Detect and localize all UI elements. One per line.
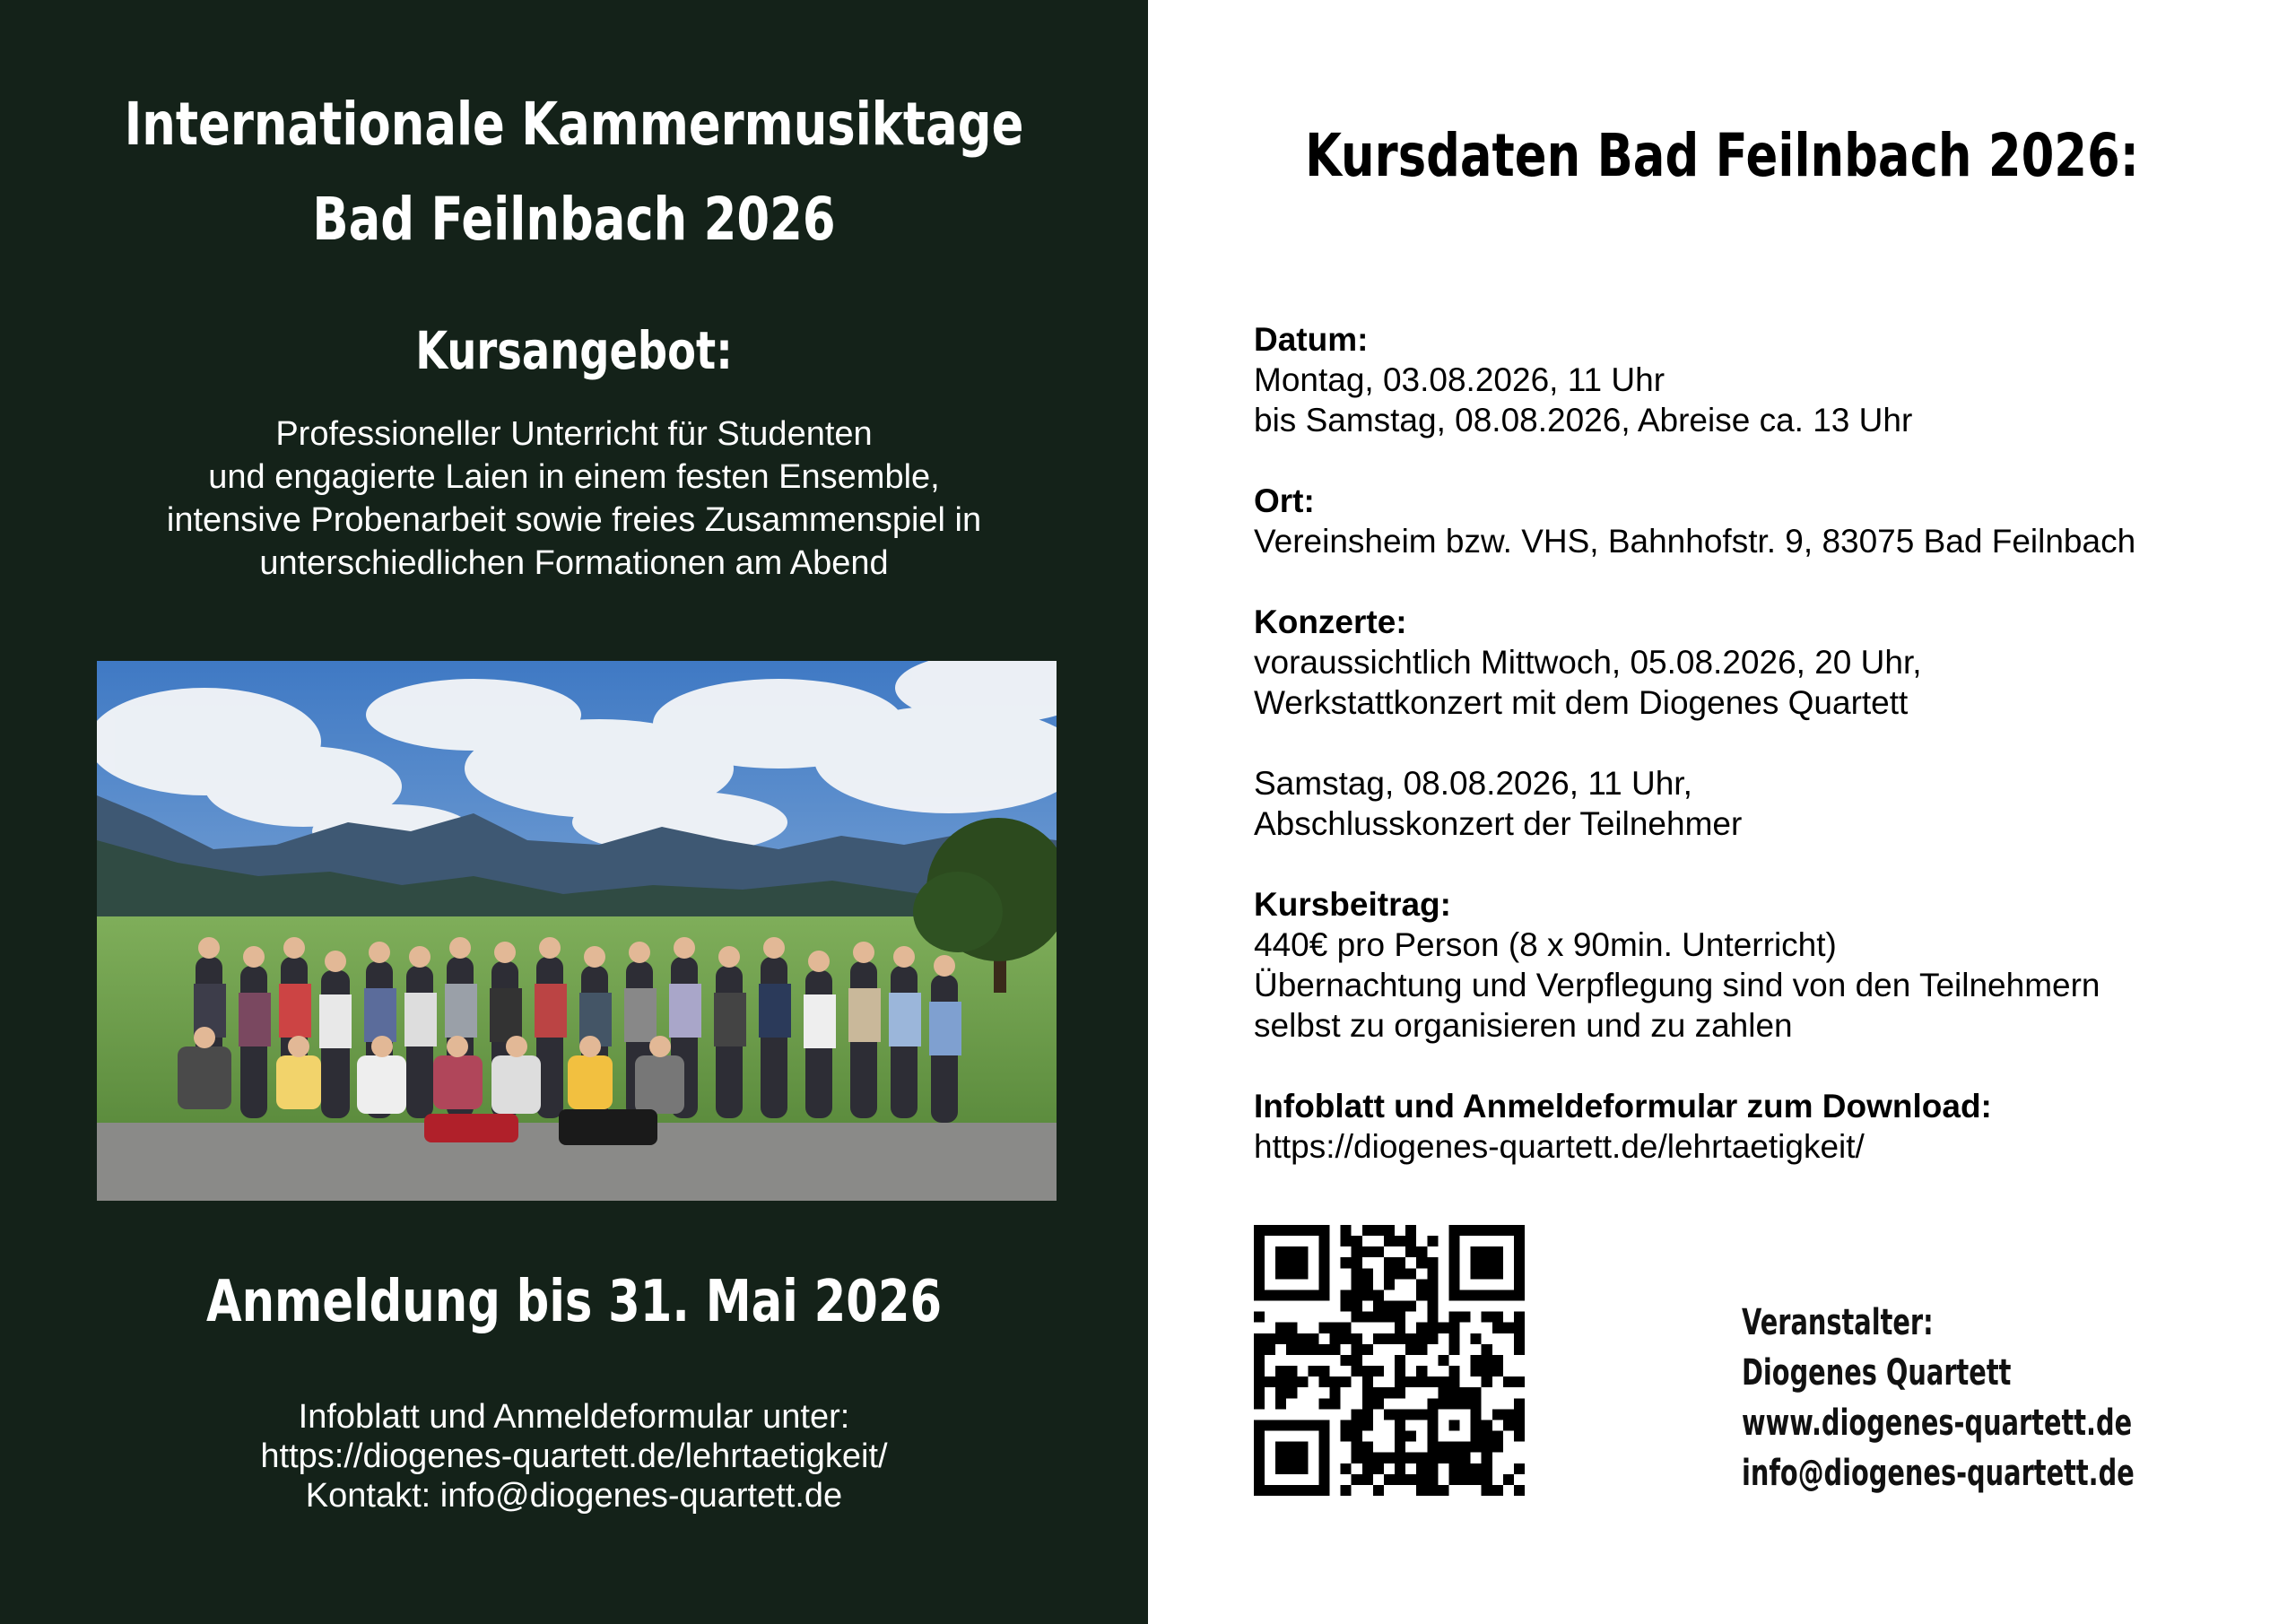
concerts-label: Konzerte: [1254, 604, 1407, 640]
offer-line: unterschiedlichen Formationen am Abend [259, 544, 889, 582]
main-title-line-2: Bad Feilnbach 2026 [312, 185, 836, 254]
organizer-label: Veranstalter: [1742, 1302, 1934, 1343]
date-line: Montag, 03.08.2026, 11 Uhr [1254, 361, 1665, 398]
organizer-name: Diogenes Quartett [1742, 1352, 2012, 1394]
fee-label: Kursbeitrag: [1254, 886, 1451, 923]
offer-line: und engagierte Laien in einem festen Ensemble, [208, 458, 940, 496]
organizer-email[interactable]: info@diogenes-quartett.de [1742, 1453, 2135, 1494]
organizer-website[interactable]: www.diogenes-quartett.de [1742, 1403, 2133, 1444]
date-label: Datum: [1254, 321, 1369, 358]
offer-description [0, 413, 1148, 585]
contact-email[interactable]: Kontakt: info@diogenes-quartett.de [305, 1477, 843, 1515]
offer-heading: Kursangebot: [415, 320, 733, 381]
info-link[interactable]: https://diogenes-quartett.de/lehrtaetigkeit/ [260, 1437, 888, 1475]
concert-line: Werkstattkonzert mit dem Diogenes Quartett [1254, 684, 1909, 721]
location-label: Ort: [1254, 482, 1315, 519]
concert-line: Samstag, 08.08.2026, 11 Uhr, [1254, 765, 1692, 802]
info-contact [0, 1397, 1148, 1515]
course-dates-title: Kursdaten Bad Feilnbach 2026: [1305, 121, 2139, 190]
main-title-line-1: Internationale Kammermusiktage [124, 90, 1024, 159]
date-line: bis Samstag, 08.08.2026, Abreise ca. 13 Uhr [1254, 402, 1913, 439]
registration-deadline: Anmeldung bis 31. Mai 2026 [205, 1269, 943, 1335]
group-photo [97, 661, 1057, 1201]
course-details [1254, 319, 2135, 1167]
download-link[interactable]: https://diogenes-quartett.de/lehrtaetigkeit/ [1254, 1128, 1865, 1165]
organizer-block [1742, 1298, 2135, 1498]
concert-line: voraussichtlich Mittwoch, 05.08.2026, 20 Uhr, [1254, 644, 1922, 681]
fee-line: Übernachtung und Verpflegung sind von den Teilnehmern [1254, 967, 2100, 1003]
fee-line: selbst zu organisieren und zu zahlen [1254, 1007, 1793, 1044]
location-line: Vereinsheim bzw. VHS, Bahnhofstr. 9, 83075 Bad Feilnbach [1254, 523, 2136, 560]
offer-line: intensive Probenarbeit sowie freies Zusammenspiel in [166, 501, 982, 539]
offer-line: Professioneller Unterricht für Studenten [275, 415, 873, 453]
download-label: Infoblatt und Anmeldeformular zum Download: [1254, 1088, 1992, 1125]
qr-code[interactable] [1254, 1225, 1525, 1496]
concert-line: Abschlusskonzert der Teilnehmer [1254, 805, 1743, 842]
fee-line: 440€ pro Person (8 x 90min. Unterricht) [1254, 926, 1837, 963]
info-line: Infoblatt und Anmeldeformular unter: [298, 1398, 850, 1436]
